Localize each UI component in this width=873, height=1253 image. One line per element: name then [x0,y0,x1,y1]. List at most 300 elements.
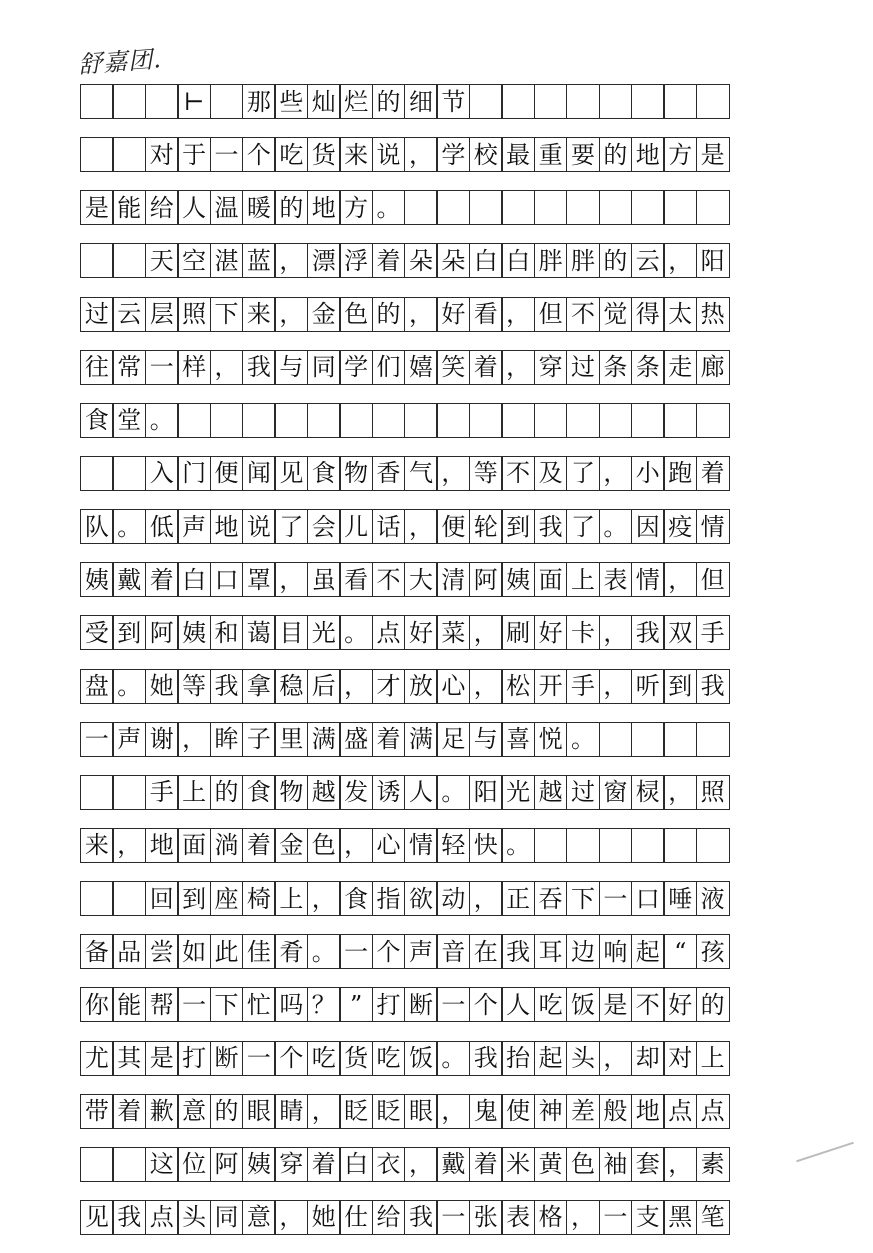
grid-cell: 食 [339,881,373,916]
grid-row [80,1041,756,1076]
grid-cell: 个 [274,1041,308,1076]
grid-cell: 座 [210,881,244,916]
grid-cell: 堂 [112,403,146,438]
grid-cell: 阿 [210,1147,244,1182]
grid-cell: 手 [566,669,600,704]
grid-cell: 物 [274,775,308,810]
grid-cell: 。 [372,190,406,225]
grid-cell: 尤 [80,1041,114,1076]
grid-cell: ， [469,669,503,704]
grid-cell: 往 [80,350,114,385]
grid-cell: 的 [696,987,730,1022]
grid-cell: ， [501,350,535,385]
grid-cell: 。 [112,509,146,544]
grid-cell: 睛 [274,1094,308,1129]
grid-cell: 胖 [534,243,568,278]
grid-cell: 米 [501,1147,535,1182]
grid-cell: 嬉 [404,350,438,385]
grid-cell: 手 [696,615,730,650]
grid-cell: 太 [663,297,697,332]
grid-cell: 灿 [307,84,341,119]
grid-cell: 着 [307,1147,341,1182]
grid-row [80,243,756,278]
grid-cell [404,190,438,225]
grid-cell: 条 [631,350,665,385]
grid-cell [599,84,633,119]
grid-cell: 气 [404,456,438,491]
grid-cell: 着 [372,722,406,757]
grid-cell: 声 [177,509,211,544]
grid-cell: 来 [242,297,276,332]
grid-row [80,1147,756,1182]
grid-cell: ？ [307,987,341,1022]
grid-cell: 轻 [436,828,470,863]
grid-cell: 位 [177,1147,211,1182]
grid-cell: 姨 [242,1147,276,1182]
grid-cell: ， [663,243,697,278]
grid-cell: 歉 [145,1094,179,1129]
grid-cell: 袖 [599,1147,633,1182]
grid-cell: ， [210,350,244,385]
grid-cell: 的 [372,84,406,119]
grid-cell: 是 [599,987,633,1022]
grid-row [80,509,756,544]
grid-cell [80,1147,114,1182]
grid-cell: ， [404,509,438,544]
grid-cell [566,190,600,225]
grid-cell: ， [404,297,438,332]
grid-cell: 液 [696,881,730,916]
manuscript-grid [80,84,756,1253]
grid-cell: 眼 [404,1094,438,1129]
grid-cell: 上 [696,1041,730,1076]
grid-cell: 条 [599,350,633,385]
grid-cell: 是 [696,137,730,172]
grid-cell: 于 [177,137,211,172]
grid-cell: 的 [210,775,244,810]
grid-cell: 廊 [696,350,730,385]
grid-cell: 回 [145,881,179,916]
grid-row [80,615,756,650]
grid-cell: 足 [436,722,470,757]
grid-cell: 温 [210,190,244,225]
grid-cell: 戴 [436,1147,470,1182]
grid-cell: 蔼 [242,615,276,650]
grid-cell: 天 [145,243,179,278]
grid-cell: 不 [566,297,600,332]
grid-cell [631,722,665,757]
grid-cell: 学 [339,350,373,385]
grid-cell: 。 [566,722,600,757]
grid-cell: 给 [372,1200,406,1235]
grid-cell: 里 [274,722,308,757]
grid-cell [599,190,633,225]
grid-cell: 表 [599,562,633,597]
grid-cell: 卡 [566,615,600,650]
grid-cell: 表 [501,1200,535,1235]
grid-cell [501,403,535,438]
grid-cell: 笑 [436,350,470,385]
grid-cell: 着 [112,1094,146,1129]
grid-cell: 满 [404,722,438,757]
grid-row [80,1094,756,1129]
grid-cell: 差 [566,1094,600,1129]
grid-cell: 拿 [242,669,276,704]
grid-cell: 阿 [469,562,503,597]
grid-cell: 上 [566,562,600,597]
grid-cell: 到 [177,881,211,916]
grid-cell [469,190,503,225]
grid-cell: 一 [145,350,179,385]
grid-cell: 。 [145,403,179,438]
grid-cell: 能 [112,190,146,225]
grid-cell: 校 [469,137,503,172]
grid-cell: 好 [404,615,438,650]
grid-row [80,1200,756,1235]
grid-row [80,775,756,810]
grid-cell: 意 [242,1200,276,1235]
grid-cell: 肴 [274,934,308,969]
grid-cell: 如 [177,934,211,969]
grid-cell: 货 [339,1041,373,1076]
grid-cell [599,403,633,438]
grid-cell: 层 [145,297,179,332]
grid-cell: 椅 [242,881,276,916]
grid-cell: 是 [145,1041,179,1076]
grid-cell: 一 [177,987,211,1022]
grid-cell [696,403,730,438]
grid-cell: 见 [274,456,308,491]
grid-cell: 金 [307,297,341,332]
grid-cell: 是 [80,190,114,225]
grid-cell: 一 [210,137,244,172]
grid-cell: 热 [696,297,730,332]
grid-cell: 姨 [80,562,114,597]
grid-cell: 一 [599,1200,633,1235]
grid-cell: 稳 [274,669,308,704]
grid-cell: 。 [436,1041,470,1076]
grid-cell [436,190,470,225]
grid-cell: 我 [534,509,568,544]
grid-cell [566,84,600,119]
grid-cell [631,403,665,438]
grid-cell: ， [404,1147,438,1182]
grid-cell: 黑 [663,1200,697,1235]
grid-cell: 一 [339,934,373,969]
grid-row [80,722,756,757]
grid-cell: 穿 [274,1147,308,1182]
grid-cell: 受 [80,615,114,650]
grid-cell: 对 [663,1041,697,1076]
grid-cell: 越 [534,775,568,810]
grid-cell: 一 [436,987,470,1022]
grid-cell: 重 [534,137,568,172]
grid-cell: 那 [242,84,276,119]
grid-cell: 点 [372,615,406,650]
grid-cell: 意 [177,1094,211,1129]
grid-cell [145,84,179,119]
grid-cell [663,722,697,757]
grid-cell: 着 [469,350,503,385]
grid-cell: 我 [696,669,730,704]
grid-cell: 带 [80,1094,114,1129]
grid-cell [469,403,503,438]
grid-cell: 因 [631,509,665,544]
grid-cell: 走 [663,350,697,385]
grid-cell [631,828,665,863]
grid-cell: 与 [469,722,503,757]
grid-cell: 。 [112,669,146,704]
grid-row [80,84,756,119]
grid-cell: 同 [307,350,341,385]
grid-cell: 方 [339,190,373,225]
grid-cell: 格 [534,1200,568,1235]
grid-cell: 罩 [242,562,276,597]
grid-cell: 等 [469,456,503,491]
grid-cell: 清 [436,562,470,597]
grid-cell: 下 [210,297,244,332]
grid-cell: 断 [404,987,438,1022]
grid-cell [469,84,503,119]
grid-cell [501,84,535,119]
grid-cell: 大 [404,562,438,597]
grid-cell: 空 [177,243,211,278]
grid-cell: 盘 [80,669,114,704]
grid-cell: 子 [242,722,276,757]
grid-cell: 断 [210,1041,244,1076]
grid-cell: 素 [696,1147,730,1182]
grid-cell: 好 [534,615,568,650]
grid-cell: 白 [339,1147,373,1182]
grid-cell: 云 [112,297,146,332]
grid-cell: 欲 [404,881,438,916]
grid-cell: 疫 [663,509,697,544]
grid-cell: 虽 [307,562,341,597]
grid-cell: 张 [469,1200,503,1235]
grid-cell [534,403,568,438]
grid-cell: ， [599,669,633,704]
grid-cell: 色 [339,297,373,332]
grid-cell: 地 [145,828,179,863]
grid-cell [501,190,535,225]
grid-cell [631,84,665,119]
grid-cell: 套 [631,1147,665,1182]
grid-cell: 吃 [274,137,308,172]
grid-cell: ， [274,562,308,597]
grid-cell: 照 [177,297,211,332]
grid-cell: 着 [372,243,406,278]
grid-row [80,562,756,597]
grid-cell: 帮 [145,987,179,1022]
grid-row [80,137,756,172]
grid-cell: ， [663,1147,697,1182]
grid-cell: ， [663,562,697,597]
grid-cell: 眨 [372,1094,406,1129]
grid-row [80,456,756,491]
grid-cell: 松 [501,669,535,704]
grid-cell: 吞 [534,881,568,916]
grid-cell: 仕 [339,1200,373,1235]
grid-cell: 照 [696,775,730,810]
grid-cell: ， [436,1094,470,1129]
grid-cell: 一 [242,1041,276,1076]
grid-cell: 口 [210,562,244,597]
grid-cell: 越 [307,775,341,810]
grid-cell: 饭 [566,987,600,1022]
grid-cell [696,190,730,225]
grid-cell: 姨 [501,562,535,597]
grid-cell: 才 [372,669,406,704]
grid-cell: 手 [145,775,179,810]
grid-cell: 了 [274,509,308,544]
grid-cell: 她 [145,669,179,704]
grid-cell: 眸 [210,722,244,757]
grid-cell: 我 [112,1200,146,1235]
grid-cell: 佳 [242,934,276,969]
grid-cell: 开 [534,669,568,704]
grid-cell: 。 [501,828,535,863]
grid-cell: 人 [404,775,438,810]
grid-cell: 着 [242,828,276,863]
grid-cell: 谢 [145,722,179,757]
grid-cell: 地 [631,1094,665,1129]
grid-cell [80,243,114,278]
grid-cell [112,243,146,278]
grid-cell: 轮 [469,509,503,544]
grid-cell: 目 [274,615,308,650]
grid-cell: 能 [112,987,146,1022]
grid-cell: 神 [534,1094,568,1129]
grid-cell: 着 [696,456,730,491]
grid-cell: 笔 [696,1200,730,1235]
grid-cell: 盛 [339,722,373,757]
author-signature: 舒嘉团. [77,45,163,79]
grid-cell: ， [177,722,211,757]
grid-cell: 声 [404,934,438,969]
grid-cell: 了 [566,509,600,544]
grid-cell: 的 [599,137,633,172]
grid-cell: 支 [631,1200,665,1235]
grid-cell: 金 [274,828,308,863]
grid-cell: 同 [210,1200,244,1235]
grid-cell: 们 [372,350,406,385]
grid-cell: ， [339,828,373,863]
grid-cell: ， [307,1094,341,1129]
grid-cell: 见 [80,1200,114,1235]
grid-cell: 备 [80,934,114,969]
grid-cell: 我 [631,615,665,650]
grid-cell: 尝 [145,934,179,969]
grid-cell: ， [274,1200,308,1235]
grid-cell: 到 [501,509,535,544]
grid-cell [80,881,114,916]
grid-cell: 心 [372,828,406,863]
grid-cell: 动 [436,881,470,916]
grid-cell: 色 [566,1147,600,1182]
grid-row [80,881,756,916]
grid-cell: 我 [469,1041,503,1076]
grid-cell: 地 [631,137,665,172]
grid-cell: 黄 [534,1147,568,1182]
grid-cell: 鬼 [469,1094,503,1129]
grid-cell: 穿 [534,350,568,385]
grid-cell: 使 [501,1094,535,1129]
grid-cell: ， [339,669,373,704]
grid-row [80,350,756,385]
grid-cell: 最 [501,137,535,172]
grid-cell: 姨 [177,615,211,650]
grid-cell: 与 [274,350,308,385]
grid-cell [599,722,633,757]
grid-cell: 诱 [372,775,406,810]
grid-cell: ， [112,828,146,863]
grid-cell: 你 [80,987,114,1022]
grid-cell [80,456,114,491]
grid-cell: 对 [145,137,179,172]
grid-cell: ， [599,456,633,491]
grid-cell: ， [404,137,438,172]
grid-cell: 放 [404,669,438,704]
grid-cell: ， [469,615,503,650]
grid-cell: 喜 [501,722,535,757]
grid-cell: 菜 [436,615,470,650]
grid-cell: 吃 [307,1041,341,1076]
grid-cell: 上 [177,775,211,810]
grid-cell: 食 [242,775,276,810]
grid-cell: 窗 [599,775,633,810]
grid-cell: 门 [177,456,211,491]
grid-row [80,828,756,863]
grid-cell: 不 [372,562,406,597]
grid-cell: 忙 [242,987,276,1022]
grid-cell [112,775,146,810]
grid-cell [696,84,730,119]
grid-cell: 心 [436,669,470,704]
grid-cell [534,190,568,225]
grid-cell: 一 [599,881,633,916]
grid-cell [210,403,244,438]
grid-cell: 学 [436,137,470,172]
grid-cell: 品 [112,934,146,969]
grid-cell: 情 [404,828,438,863]
grid-cell: 便 [210,456,244,491]
grid-cell: ， [274,297,308,332]
grid-cell: 情 [631,562,665,597]
grid-cell: 物 [339,456,373,491]
grid-cell: 点 [663,1094,697,1129]
grid-cell: 指 [372,881,406,916]
grid-cell [210,84,244,119]
grid-cell: 觉 [599,297,633,332]
grid-cell: ， [436,456,470,491]
grid-cell: 悦 [534,722,568,757]
grid-cell: 眼 [242,1094,276,1129]
grid-cell: 节 [436,84,470,119]
grid-cell: 我 [242,350,276,385]
grid-cell: 其 [112,1041,146,1076]
grid-cell: 着 [469,1147,503,1182]
grid-cell: 孩 [696,934,730,969]
grid-cell: 好 [436,297,470,332]
grid-row [80,190,756,225]
grid-cell: 入 [145,456,179,491]
grid-cell: 打 [372,987,406,1022]
grid-cell: ， [469,881,503,916]
grid-cell: 过 [566,350,600,385]
grid-cell: 点 [696,1094,730,1129]
grid-cell: 后 [307,669,341,704]
grid-cell: 细 [404,84,438,119]
